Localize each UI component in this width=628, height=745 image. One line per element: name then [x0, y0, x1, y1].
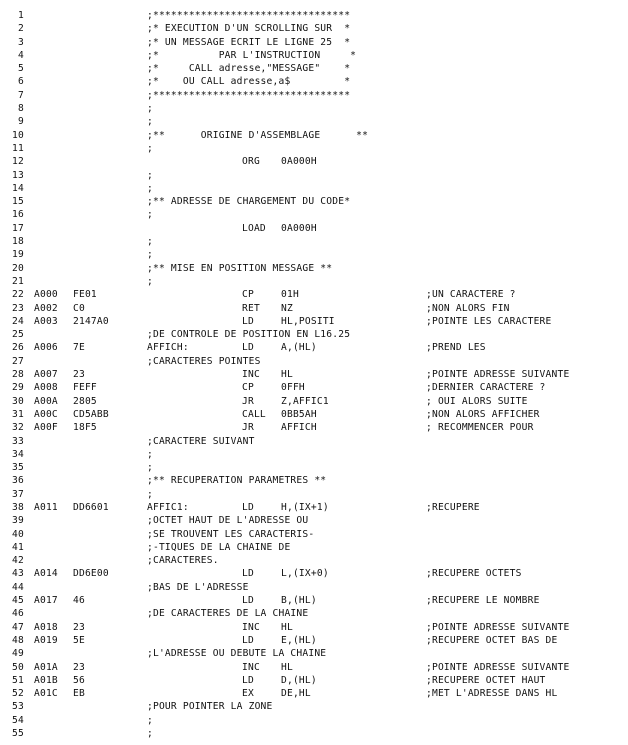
line-number: 36 — [12, 475, 24, 487]
listing-line — [0, 408, 628, 421]
line-number: 26 — [12, 342, 24, 354]
line-number: 4 — [18, 49, 24, 61]
comment-line: ;OCTET HAUT DE L'ADRESSE OU — [147, 515, 309, 527]
comment-line: ;* PAR L'INSTRUCTION * — [147, 49, 357, 61]
comment-line: ;-TIQUES DE LA CHAINE DE — [147, 541, 291, 553]
listing-line — [0, 621, 628, 634]
comment-line: ; — [147, 249, 153, 261]
line-number: 25 — [12, 329, 24, 341]
comment-line: ;* EXECUTION D'UN SCROLLING SUR * — [147, 23, 351, 35]
comment-line: ;CARACTERES. — [147, 555, 219, 567]
comment-line: ;BAS DE L'ADRESSE — [147, 581, 249, 593]
line-number: 9 — [18, 116, 24, 128]
listing-line — [0, 461, 628, 474]
line-number: 37 — [12, 488, 24, 500]
mnemonic: LD — [242, 634, 254, 646]
listing-line — [0, 368, 628, 381]
machine-code: FE01 — [73, 289, 97, 301]
operand: NZ — [281, 302, 293, 314]
mnemonic: ORG — [242, 156, 260, 168]
listing-line — [0, 581, 628, 594]
listing-line — [0, 315, 628, 328]
mnemonic: JR — [242, 395, 254, 407]
operand: 0FFH — [281, 382, 305, 394]
operand: 0A000H — [281, 156, 317, 168]
label: AFFICH: — [147, 342, 189, 354]
line-number: 30 — [12, 395, 24, 407]
listing-line — [0, 381, 628, 394]
operand: 0BB5AH — [281, 408, 317, 420]
listing-line — [0, 288, 628, 301]
operand: L,(IX+0) — [281, 568, 329, 580]
comment-line: ;** MISE EN POSITION MESSAGE ** — [147, 262, 333, 274]
listing-line — [0, 501, 628, 514]
mnemonic: JR — [242, 422, 254, 434]
line-number: 53 — [12, 701, 24, 713]
line-number: 39 — [12, 515, 24, 527]
line-number: 24 — [12, 315, 24, 327]
line-number: 20 — [12, 262, 24, 274]
comment: ;POINTE LES CARACTERE — [426, 315, 552, 327]
listing-line — [0, 195, 628, 208]
address: A00A — [34, 395, 58, 407]
operand: 0A000H — [281, 222, 317, 234]
line-number: 55 — [12, 728, 24, 740]
mnemonic: LOAD — [242, 222, 266, 234]
machine-code: 2805 — [73, 395, 97, 407]
listing-line — [0, 169, 628, 182]
mnemonic: CP — [242, 289, 254, 301]
comment: ;POINTE ADRESSE SUIVANTE — [426, 661, 570, 673]
address: A00C — [34, 408, 58, 420]
listing-line — [0, 75, 628, 88]
listing-line — [0, 208, 628, 221]
listing-line — [0, 554, 628, 567]
line-number: 40 — [12, 528, 24, 540]
comment-line: ; — [147, 182, 153, 194]
listing-line — [0, 687, 628, 700]
listing-line — [0, 474, 628, 487]
comment-line: ;** RECUPERATION PARAMETRES ** — [147, 475, 327, 487]
comment-line: ; — [147, 142, 153, 154]
line-number: 13 — [12, 169, 24, 181]
machine-code: 23 — [73, 369, 85, 381]
line-number: 22 — [12, 289, 24, 301]
line-number: 17 — [12, 222, 24, 234]
machine-code: C0 — [73, 302, 85, 314]
operand: AFFICH — [281, 422, 317, 434]
comment-line: ; — [147, 728, 153, 740]
line-number: 31 — [12, 408, 24, 420]
operand: HL,POSITI — [281, 315, 335, 327]
comment-line: ; — [147, 462, 153, 474]
machine-code: CD5ABB — [73, 408, 109, 420]
listing-line — [0, 607, 628, 620]
line-number: 46 — [12, 608, 24, 620]
comment-line: ;DE CONTROLE DE POSITION EN L16.25 — [147, 329, 351, 341]
operand: HL — [281, 661, 293, 673]
listing-line — [0, 634, 628, 647]
comment: ;RECUPERE OCTET HAUT — [426, 674, 546, 686]
listing-line — [0, 62, 628, 75]
line-number: 7 — [18, 89, 24, 101]
line-number: 23 — [12, 302, 24, 314]
listing-line — [0, 22, 628, 35]
line-number: 5 — [18, 63, 24, 75]
listing-line — [0, 421, 628, 434]
machine-code: 18F5 — [73, 422, 97, 434]
line-number: 45 — [12, 595, 24, 607]
listing-line — [0, 129, 628, 142]
mnemonic: CP — [242, 382, 254, 394]
operand: 01H — [281, 289, 299, 301]
listing-line — [0, 89, 628, 102]
listing-line — [0, 262, 628, 275]
operand: A,(HL) — [281, 342, 317, 354]
line-number: 54 — [12, 714, 24, 726]
listing-line — [0, 448, 628, 461]
comment: ;RECUPERE OCTETS — [426, 568, 522, 580]
listing-line — [0, 661, 628, 674]
listing-line — [0, 567, 628, 580]
address: A00F — [34, 422, 58, 434]
listing-line — [0, 235, 628, 248]
mnemonic: LD — [242, 342, 254, 354]
address: A007 — [34, 369, 58, 381]
comment-line: ; — [147, 714, 153, 726]
line-number: 47 — [12, 621, 24, 633]
line-number: 15 — [12, 196, 24, 208]
line-number: 10 — [12, 129, 24, 141]
listing-line — [0, 9, 628, 22]
listing-line — [0, 142, 628, 155]
listing-line — [0, 514, 628, 527]
comment-line: ;********************************* — [147, 89, 351, 101]
machine-code: EB — [73, 688, 85, 700]
comment-line: ;L'ADRESSE OU DEBUTE LA CHAINE — [147, 648, 327, 660]
line-number: 28 — [12, 369, 24, 381]
address: A01A — [34, 661, 58, 673]
listing-line — [0, 674, 628, 687]
listing-line — [0, 49, 628, 62]
comment: ;RECUPERE — [426, 501, 480, 513]
mnemonic: INC — [242, 661, 260, 673]
machine-code: FEFF — [73, 382, 97, 394]
listing-line — [0, 115, 628, 128]
line-number: 38 — [12, 501, 24, 513]
comment-line: ;* CALL adresse,"MESSAGE" * — [147, 63, 351, 75]
machine-code: 46 — [73, 595, 85, 607]
line-number: 19 — [12, 249, 24, 261]
comment-line: ;SE TROUVENT LES CARACTERIS- — [147, 528, 315, 540]
comment: ;RECUPERE OCTET BAS DE — [426, 634, 558, 646]
comment-line: ; — [147, 116, 153, 128]
listing-line — [0, 700, 628, 713]
comment: ;PREND LES — [426, 342, 486, 354]
operand: B,(HL) — [281, 595, 317, 607]
mnemonic: LD — [242, 315, 254, 327]
mnemonic: RET — [242, 302, 260, 314]
mnemonic: INC — [242, 369, 260, 381]
address: A014 — [34, 568, 58, 580]
address: A01C — [34, 688, 58, 700]
address: A000 — [34, 289, 58, 301]
listing-line — [0, 528, 628, 541]
operand: Z,AFFIC1 — [281, 395, 329, 407]
listing-line — [0, 248, 628, 261]
address: A011 — [34, 501, 58, 513]
comment: ;POINTE ADRESSE SUIVANTE — [426, 369, 570, 381]
line-number: 50 — [12, 661, 24, 673]
address: A01B — [34, 674, 58, 686]
comment-line: ;********************************* — [147, 10, 351, 21]
line-number: 21 — [12, 275, 24, 287]
mnemonic: INC — [242, 621, 260, 633]
comment-line: ; — [147, 488, 153, 500]
address: A018 — [34, 621, 58, 633]
listing-line — [0, 714, 628, 727]
listing-line — [0, 328, 628, 341]
comment: ;DERNIER CARACTERE ? — [426, 382, 546, 394]
comment-line: ;CARACTERES POINTES — [147, 355, 261, 367]
listing-line — [0, 222, 628, 235]
listing-line — [0, 395, 628, 408]
machine-code: 23 — [73, 621, 85, 633]
mnemonic: LD — [242, 674, 254, 686]
comment: ;RECUPERE LE NOMBRE — [426, 595, 540, 607]
line-number: 27 — [12, 355, 24, 367]
address: A002 — [34, 302, 58, 314]
comment: ; OUI ALORS SUITE — [426, 395, 528, 407]
comment: ;NON ALORS AFFICHER — [426, 408, 540, 420]
machine-code: DD6601 — [73, 501, 109, 513]
line-number: 32 — [12, 422, 24, 434]
listing-line — [0, 102, 628, 115]
line-number: 33 — [12, 435, 24, 447]
line-number: 48 — [12, 634, 24, 646]
address: A006 — [34, 342, 58, 354]
line-number: 16 — [12, 209, 24, 221]
operand: HL — [281, 369, 293, 381]
comment-line: ; — [147, 103, 153, 115]
machine-code: 23 — [73, 661, 85, 673]
comment: ;UN CARACTERE ? — [426, 289, 516, 301]
listing-line — [0, 594, 628, 607]
listing-line — [0, 36, 628, 49]
listing-line — [0, 182, 628, 195]
line-number: 41 — [12, 541, 24, 553]
comment-line: ; — [147, 275, 153, 287]
comment-line: ; — [147, 169, 153, 181]
operand: H,(IX+1) — [281, 501, 329, 513]
comment: ;NON ALORS FIN — [426, 302, 510, 314]
operand: HL — [281, 621, 293, 633]
listing-line — [0, 727, 628, 740]
comment-line: ; — [147, 209, 153, 221]
line-number: 18 — [12, 236, 24, 248]
address: A003 — [34, 315, 58, 327]
comment-line: ;* UN MESSAGE ECRIT LE LIGNE 25 * — [147, 36, 351, 48]
operand: E,(HL) — [281, 634, 317, 646]
mnemonic: EX — [242, 688, 254, 700]
machine-code: 5E — [73, 634, 85, 646]
comment-line: ;** ADRESSE DE CHARGEMENT DU CODE* — [147, 196, 351, 208]
address: A008 — [34, 382, 58, 394]
line-number: 8 — [18, 103, 24, 115]
listing-line — [0, 541, 628, 554]
line-number: 12 — [12, 156, 24, 168]
comment-line: ;DE CARACTERES DE LA CHAINE — [147, 608, 309, 620]
assembly-listing — [0, 9, 628, 740]
comment-line: ;CARACTERE SUIVANT — [147, 435, 255, 447]
line-number: 51 — [12, 674, 24, 686]
listing-line — [0, 647, 628, 660]
listing-line — [0, 275, 628, 288]
mnemonic: LD — [242, 568, 254, 580]
comment-line: ;POUR POINTER LA ZONE — [147, 701, 273, 713]
mnemonic: LD — [242, 595, 254, 607]
line-number: 43 — [12, 568, 24, 580]
comment-line: ; — [147, 448, 153, 460]
operand: D,(HL) — [281, 674, 317, 686]
line-number: 34 — [12, 448, 24, 460]
line-number: 14 — [12, 182, 24, 194]
listing-line — [0, 435, 628, 448]
comment-line: ;* OU CALL adresse,a$ * — [147, 76, 351, 88]
line-number: 11 — [12, 142, 24, 154]
address: A017 — [34, 595, 58, 607]
machine-code: 7E — [73, 342, 85, 354]
line-number: 35 — [12, 462, 24, 474]
line-number: 49 — [12, 648, 24, 660]
line-number: 3 — [18, 36, 24, 48]
line-number: 52 — [12, 688, 24, 700]
comment-line: ; — [147, 236, 153, 248]
machine-code: 2147A0 — [73, 315, 109, 327]
mnemonic: CALL — [242, 408, 266, 420]
line-number: 6 — [18, 76, 24, 88]
comment: ; RECOMMENCER POUR — [426, 422, 534, 434]
listing-line — [0, 155, 628, 168]
label: AFFIC1: — [147, 501, 189, 513]
line-number: 29 — [12, 382, 24, 394]
listing-line — [0, 488, 628, 501]
address: A019 — [34, 634, 58, 646]
mnemonic: LD — [242, 501, 254, 513]
line-number: 42 — [12, 555, 24, 567]
machine-code: DD6E00 — [73, 568, 109, 580]
line-number: 44 — [12, 581, 24, 593]
line-number: 2 — [18, 23, 24, 35]
machine-code: 56 — [73, 674, 85, 686]
listing-line — [0, 302, 628, 315]
operand: DE,HL — [281, 688, 311, 700]
listing-line — [0, 355, 628, 368]
comment-line: ;** ORIGINE D'ASSEMBLAGE ** — [147, 129, 369, 141]
listing-line — [0, 341, 628, 354]
comment: ;MET L'ADRESSE DANS HL — [426, 688, 558, 700]
comment: ;POINTE ADRESSE SUIVANTE — [426, 621, 570, 633]
line-number: 1 — [18, 10, 24, 21]
